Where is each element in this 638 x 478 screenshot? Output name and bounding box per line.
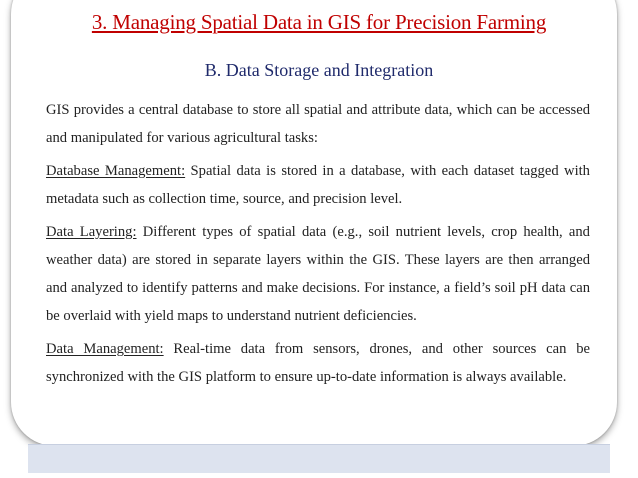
- footer-bar: [28, 444, 610, 473]
- database-management-heading: Database Management:: [46, 163, 186, 179]
- section-subtitle: B. Data Storage and Integration: [204, 60, 434, 80]
- data-management-paragraph: [46, 335, 590, 391]
- data-management-heading: Data Management:: [46, 341, 164, 357]
- database-management-text: Spatial data is stored in a database, with each dataset tagged with metadata such as collection time, source, and precision level.: [46, 163, 590, 207]
- slide-body: [46, 96, 590, 396]
- data-layering-text: Different types of spatial data (e.g., soil nutrient levels, crop health, and weather data) are stored in separate layers within the GIS. These layers are then arranged and analyzed to identify patterns and make decisions. For instance, a field’s soil pH data can be overlaid with yield maps to understand nutrient deficiencies.: [46, 224, 590, 324]
- data-layering-paragraph: [46, 218, 590, 330]
- data-layering-heading: Data Layering:: [46, 224, 137, 240]
- database-management-paragraph: [46, 157, 590, 213]
- data-management-text: Real-time data from sensors, drones, and other sources can be synchronized with the GIS platform to ensure up-to-date information is always available.: [46, 341, 590, 385]
- slide-title: 3. Managing Spatial Data in GIS for Precision Farming: [91, 10, 547, 34]
- intro-paragraph: GIS provides a central database to store all spatial and attribute data, which can be accessed and manipulated for various agricultural tasks:: [46, 102, 590, 146]
